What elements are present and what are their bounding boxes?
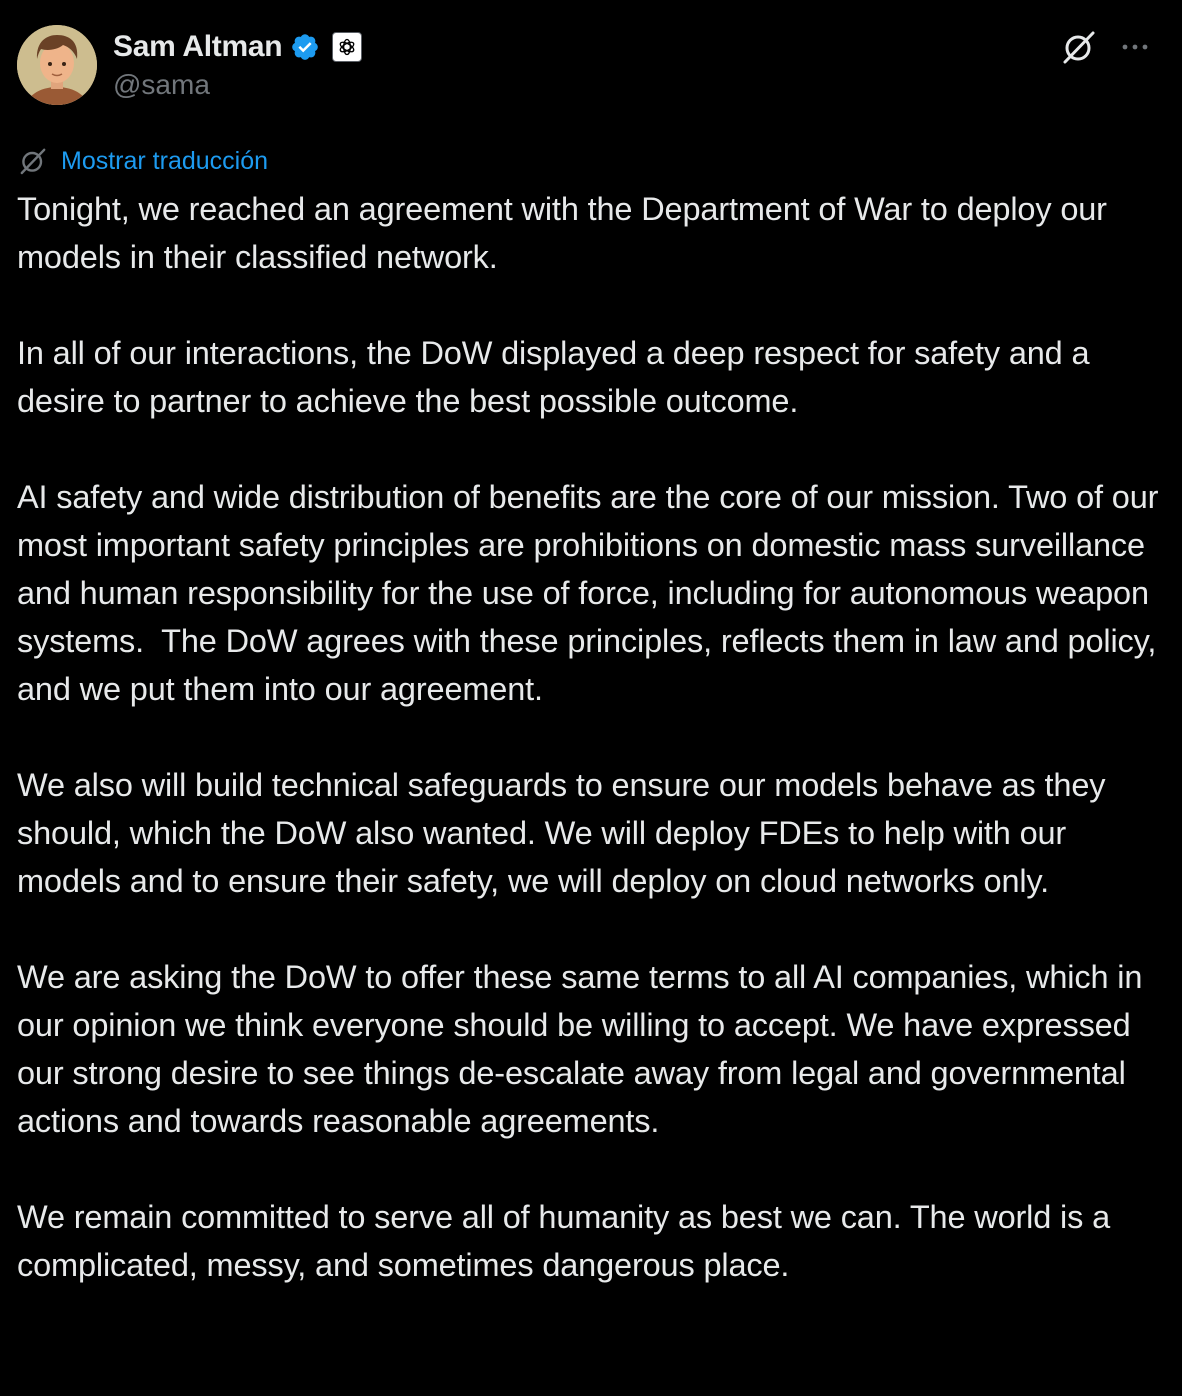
tweet-header	[17, 25, 1167, 105]
tweet-paragraph: In all of our interactions, the DoW displayed a deep respect for safety and a desire to partner to achieve the best possible outcome.	[17, 335, 1099, 419]
tweet-paragraph: Tonight, we reached an agreement with the Department of War to deploy our models in their classified network.	[17, 191, 1116, 275]
tweet-paragraph: We also will build technical safeguards to ensure our models behave as they should, which the DoW also wanted. We will deploy FDEs to help with our models and to ensure their safety, we will deploy on cloud networks only.	[17, 767, 1115, 899]
tweet-paragraph: We are asking the DoW to offer these same terms to all AI companies, which in our opinion we think everyone should be willing to accept. We have expressed our strong desire to see things de-escalate away from legal and governmental actions and towards reasonable agreements.	[17, 959, 1152, 1139]
openai-logo-icon[interactable]	[332, 32, 362, 62]
tweet-text	[17, 185, 1167, 1289]
tweet-paragraph: AI safety and wide distribution of benefits are the core of our mission. Two of our most important safety principles are prohibitions on domestic mass surveillance and human responsibility for the use of force, including for autonomous weapon systems. The DoW agrees with these principles, reflects them in law and policy, and we put them into our agreement.	[17, 479, 1168, 707]
more-options-icon[interactable]	[1115, 29, 1155, 65]
user-handle[interactable]: @sama	[113, 69, 210, 100]
avatar-illustration	[17, 25, 97, 105]
grok-translate-icon	[17, 145, 49, 177]
tweet-paragraph: We remain committed to serve all of humanity as best we can. The world is a complicated, messy, and sometimes dangerous place.	[17, 1199, 1119, 1283]
show-translation-link[interactable]	[17, 144, 268, 178]
name-row	[113, 27, 362, 67]
grok-icon[interactable]	[1059, 27, 1099, 67]
avatar[interactable]	[17, 25, 97, 105]
verified-badge-icon[interactable]	[290, 32, 320, 62]
show-translation-label[interactable]: Mostrar traducción	[61, 146, 269, 175]
display-name[interactable]: Sam Altman	[113, 30, 283, 63]
